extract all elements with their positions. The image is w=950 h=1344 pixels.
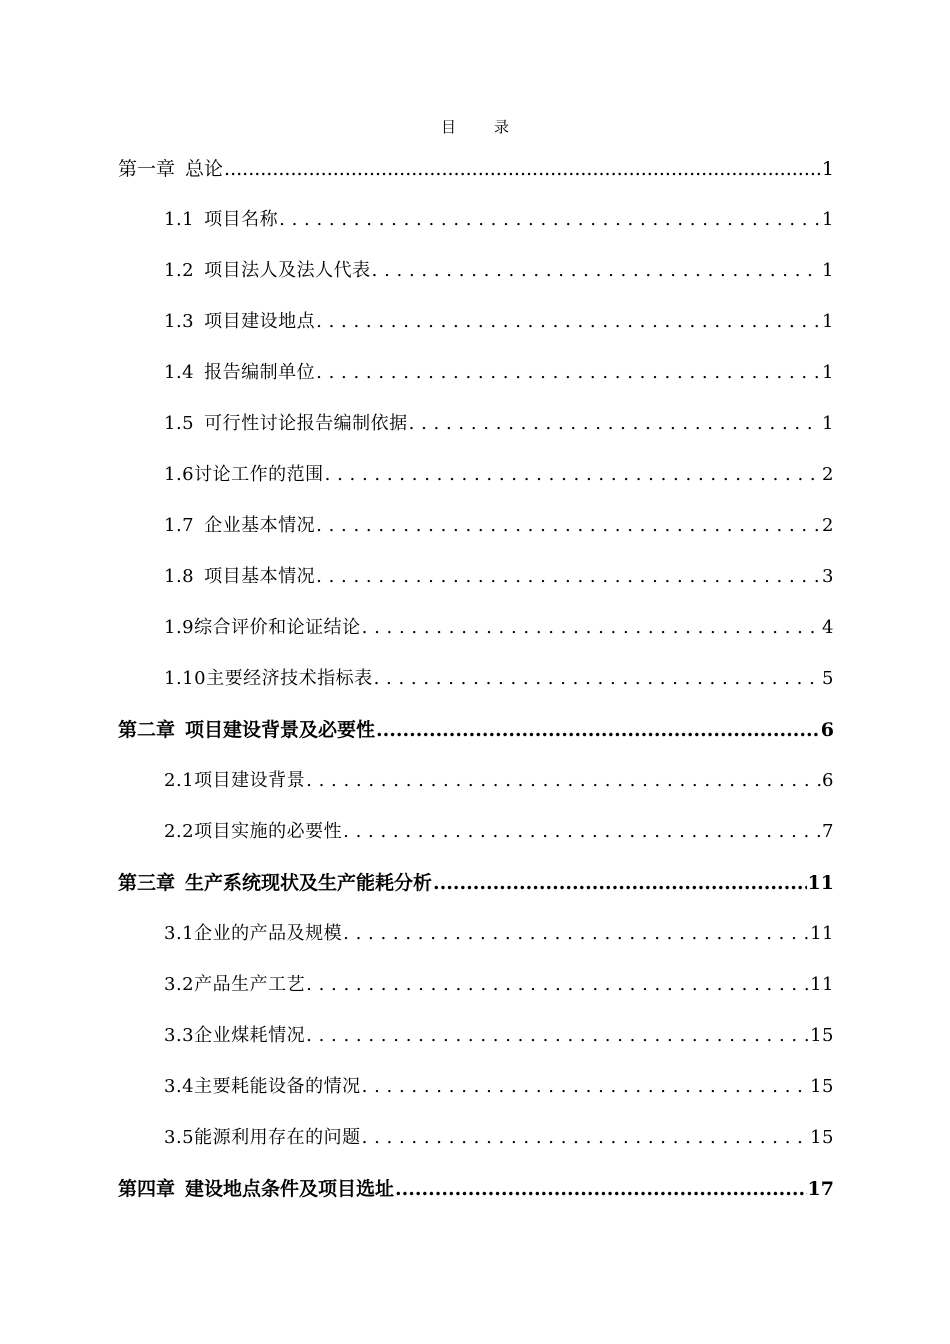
toc-page-number: 17 <box>807 1178 834 1200</box>
toc-section-entry[interactable] <box>118 252 834 303</box>
toc-entry-number: 1.6 <box>164 464 195 485</box>
toc-entry-label <box>164 966 305 1004</box>
toc-dot-leader <box>433 864 807 902</box>
toc-title-part2: 录 <box>494 118 510 136</box>
toc-section-entry[interactable] <box>118 303 834 354</box>
toc-entry-title: 项目建设地点 <box>204 311 316 332</box>
toc-dot-leader <box>316 303 821 341</box>
toc-section-entry[interactable] <box>118 201 834 252</box>
toc-page-number: 1 <box>822 260 834 281</box>
toc-entry-label <box>164 1119 361 1157</box>
toc-entry-title: 项目基本情况 <box>204 566 316 587</box>
toc-entry-title: 报告编制单位 <box>204 362 316 383</box>
toc-page-number: 6 <box>822 770 834 791</box>
toc-entry-title: 企业煤耗情况 <box>194 1025 306 1046</box>
toc-section-entry[interactable] <box>118 609 834 660</box>
toc-entry-label <box>118 711 375 749</box>
toc-section-entry[interactable] <box>118 915 834 966</box>
toc-chapter-entry[interactable] <box>118 150 834 201</box>
toc-section-entry[interactable] <box>118 762 834 813</box>
toc-entry-title: 生产系统现状及生产能耗分析 <box>185 872 433 894</box>
toc-entry-number: 1.8 <box>164 566 195 587</box>
toc-page-number: 7 <box>822 821 834 842</box>
toc-page-number: 15 <box>810 1076 834 1097</box>
toc-chapter-entry[interactable] <box>118 1170 834 1221</box>
toc-entry-number: 第一章 <box>118 158 176 180</box>
toc-section-entry[interactable] <box>118 456 834 507</box>
toc-entry-number: 1.9 <box>164 617 195 638</box>
toc-title-part1: 目 <box>440 118 456 136</box>
toc-page-number: 11 <box>807 872 834 894</box>
toc-page-number: 2 <box>822 464 834 485</box>
toc-page-number: 1 <box>822 413 834 434</box>
toc-page-number: 11 <box>810 923 834 944</box>
toc-page-number: 1 <box>822 209 834 230</box>
toc-dot-leader <box>316 507 821 545</box>
toc-entry-title: 能源利用存在的问题 <box>194 1127 361 1148</box>
toc-dot-leader <box>372 252 821 290</box>
toc-section-entry[interactable] <box>118 660 834 711</box>
toc-entry-title: 讨论工作的范围 <box>194 464 324 485</box>
toc-entry-title: 项目名称 <box>204 209 279 230</box>
toc-dot-leader <box>306 966 809 1004</box>
toc-entry-number: 第二章 <box>118 719 176 741</box>
toc-dot-leader <box>362 1068 809 1106</box>
toc-entry-number: 3.2 <box>164 974 195 995</box>
toc-dot-leader <box>316 558 821 596</box>
toc-dot-leader <box>362 1119 809 1157</box>
toc-page-number: 11 <box>810 974 834 995</box>
toc-section-entry[interactable] <box>118 1017 834 1068</box>
toc-entry-title: 企业基本情况 <box>204 515 316 536</box>
toc-page-number: 5 <box>822 668 834 689</box>
toc-dot-leader <box>306 1017 809 1055</box>
toc-entry-title: 主要经济技术指标表 <box>206 668 373 689</box>
toc-entry-label <box>164 915 342 953</box>
toc-entry-title: 企业的产品及规模 <box>194 923 343 944</box>
toc-section-entry[interactable] <box>118 1119 834 1170</box>
toc-entry-number: 3.4 <box>164 1076 195 1097</box>
toc-entry-title: 项目法人及法人代表 <box>204 260 371 281</box>
toc-page-number: 15 <box>810 1025 834 1046</box>
toc-dot-leader <box>374 660 821 698</box>
toc-section-entry[interactable] <box>118 405 834 456</box>
toc-dot-leader <box>224 150 821 188</box>
toc-section-entry[interactable] <box>118 558 834 609</box>
toc-entry-title: 产品生产工艺 <box>194 974 306 995</box>
toc-page-number: 1 <box>821 158 834 180</box>
toc-chapter-entry[interactable] <box>118 711 834 762</box>
toc-entry-number: 第三章 <box>118 872 176 894</box>
toc-dot-leader <box>343 915 809 953</box>
toc-entry-label <box>164 456 324 494</box>
toc-entry-label <box>118 1170 394 1208</box>
toc-page-number: 1 <box>822 362 834 383</box>
toc-dot-leader <box>409 405 821 443</box>
toc-title <box>0 116 950 137</box>
toc-entry-label <box>164 609 361 647</box>
toc-entry-number: 第四章 <box>118 1178 176 1200</box>
toc-entry-label <box>118 150 223 188</box>
toc-entry-number: 1.1 <box>164 209 195 230</box>
toc-entry-number: 2.2 <box>164 821 195 842</box>
toc-dot-leader <box>376 711 820 749</box>
toc-entry-title: 主要耗能设备的情况 <box>194 1076 361 1097</box>
toc-dot-leader <box>279 201 821 239</box>
toc-entry-label <box>164 660 373 698</box>
toc-dot-leader <box>316 354 821 392</box>
toc-entry-label <box>164 813 342 851</box>
toc-entry-label <box>164 1068 361 1106</box>
toc-entry-title: 项目建设背景及必要性 <box>185 719 376 741</box>
toc-entry-label <box>118 864 432 902</box>
toc-entry-number: 1.10 <box>164 668 207 689</box>
toc-page-number: 15 <box>810 1127 834 1148</box>
toc-dot-leader <box>343 813 821 851</box>
toc-entry-label <box>164 405 408 443</box>
toc-dot-leader <box>325 456 821 494</box>
toc-page-number: 2 <box>822 515 834 536</box>
toc-entry-label <box>164 507 315 545</box>
toc-entry-title: 综合评价和论证结论 <box>194 617 361 638</box>
toc-entry-label <box>164 762 305 800</box>
toc-section-entry[interactable] <box>118 966 834 1017</box>
toc-entry-label <box>164 303 315 341</box>
toc-entry-label <box>164 354 315 392</box>
toc-entry-title: 项目实施的必要性 <box>194 821 343 842</box>
toc-section-entry[interactable] <box>118 354 834 405</box>
toc-entry-title: 项目建设背景 <box>194 770 306 791</box>
toc-list <box>118 150 834 1221</box>
toc-entry-label <box>164 201 278 239</box>
toc-page-number: 1 <box>822 311 834 332</box>
toc-entry-number: 3.3 <box>164 1025 195 1046</box>
toc-entry-title: 总论 <box>185 158 224 180</box>
toc-entry-label <box>164 558 315 596</box>
toc-entry-number: 3.1 <box>164 923 195 944</box>
toc-page-number: 3 <box>822 566 834 587</box>
toc-entry-title: 可行性讨论报告编制依据 <box>204 413 408 434</box>
toc-section-entry[interactable] <box>118 507 834 558</box>
toc-section-entry[interactable] <box>118 1068 834 1119</box>
toc-dot-leader <box>362 609 821 647</box>
toc-entry-title: 建设地点条件及项目选址 <box>185 1178 395 1200</box>
toc-dot-leader <box>306 762 821 800</box>
toc-entry-number: 1.7 <box>164 515 195 536</box>
toc-entry-number: 1.2 <box>164 260 195 281</box>
toc-entry-label <box>164 252 371 290</box>
toc-section-entry[interactable] <box>118 813 834 864</box>
toc-entry-number: 3.5 <box>164 1127 195 1148</box>
toc-chapter-entry[interactable] <box>118 864 834 915</box>
toc-entry-label <box>164 1017 305 1055</box>
toc-entry-number: 2.1 <box>164 770 195 791</box>
toc-entry-number: 1.4 <box>164 362 195 383</box>
toc-page-number: 4 <box>822 617 834 638</box>
toc-entry-number: 1.3 <box>164 311 195 332</box>
toc-page-number: 6 <box>820 719 834 741</box>
toc-entry-number: 1.5 <box>164 413 195 434</box>
toc-dot-leader <box>395 1170 807 1208</box>
